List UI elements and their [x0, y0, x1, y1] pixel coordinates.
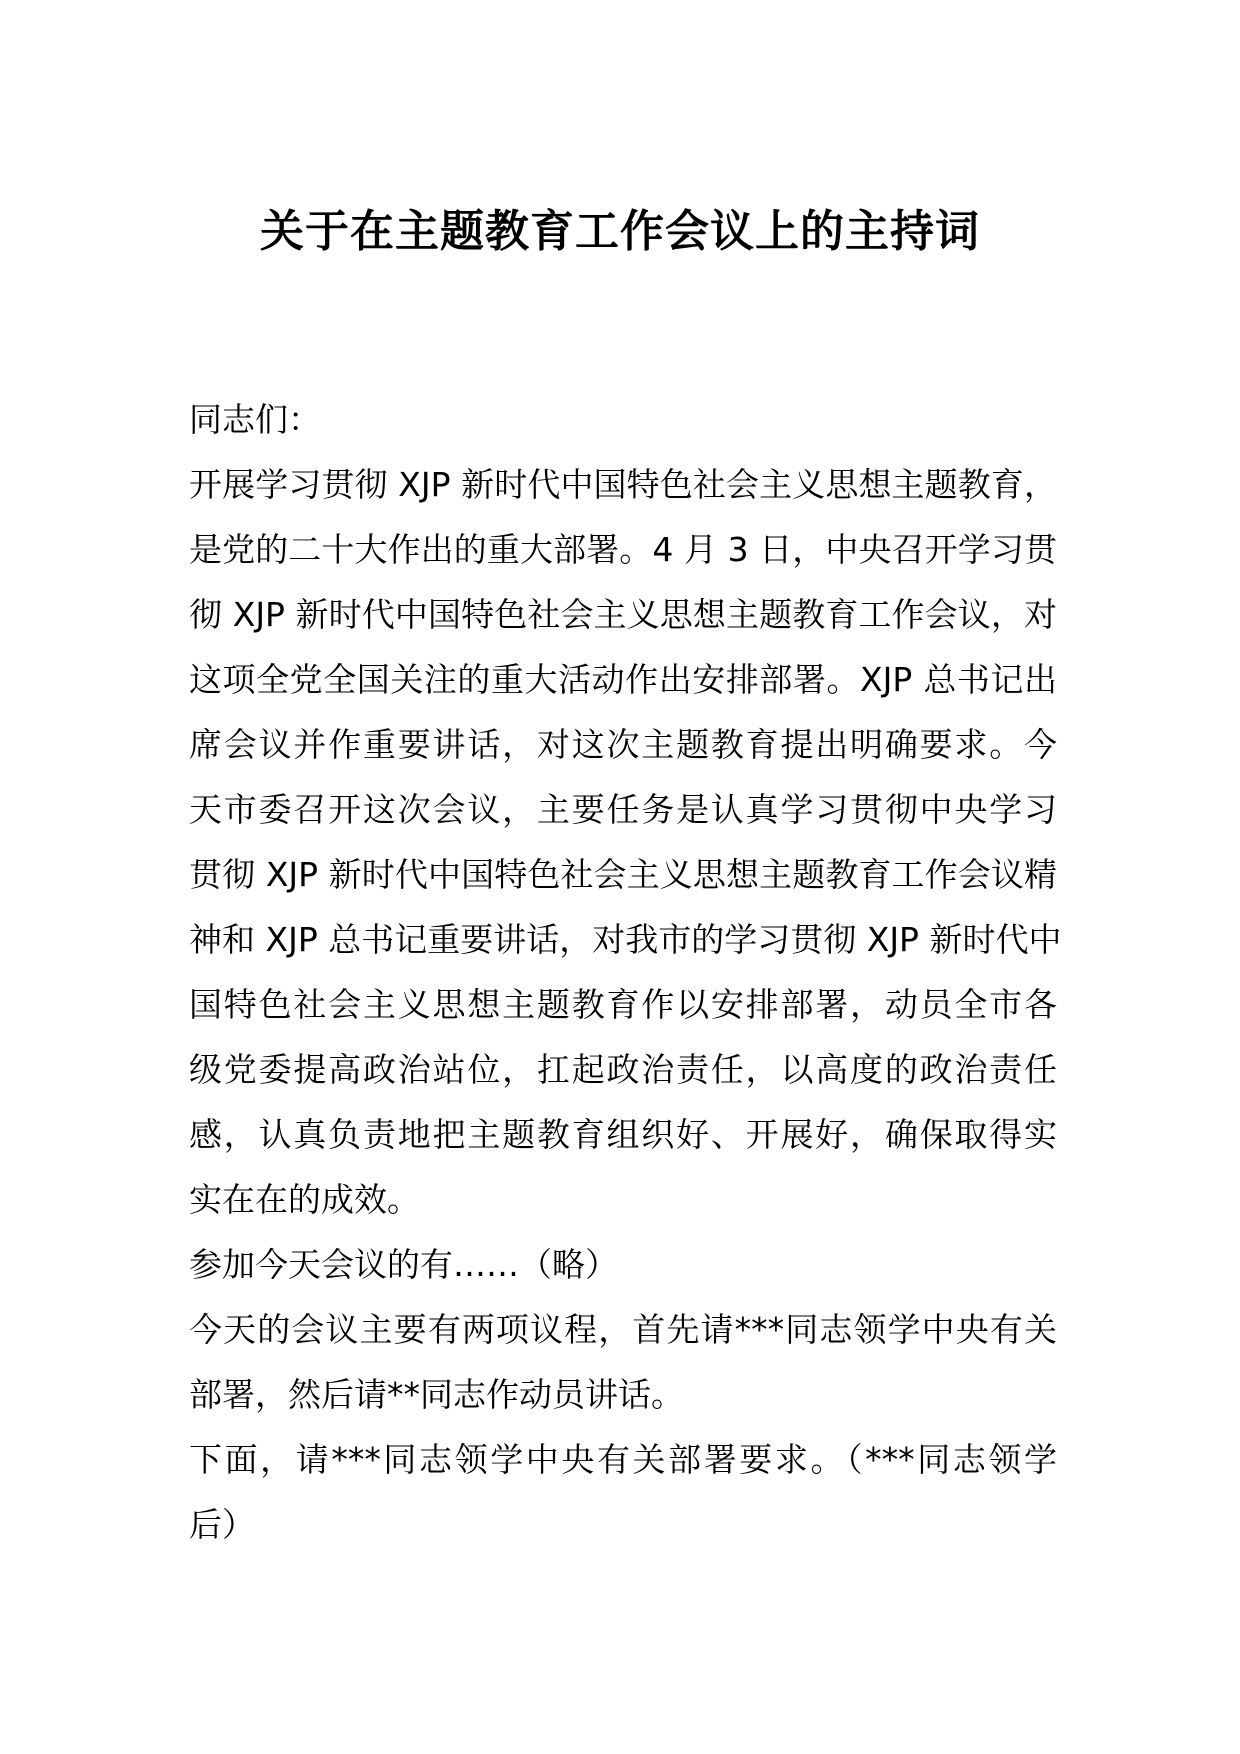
paragraph-1-line-7: 贯彻 XJP 新时代中国特色社会主义思想主题教育工作会议精 — [189, 855, 1057, 894]
paragraph-1-line-9: 国特色社会主义思想主题教育作以安排部署，动员全市各 — [189, 985, 1057, 1024]
paragraph-2-line-1: 参加今天会议的有……（略） — [189, 1245, 618, 1284]
paragraph-3-line-1: 今天的会议主要有两项议程，首先请***同志领学中央有关 — [189, 1310, 1057, 1349]
paragraph-1-line-1: 开展学习贯彻 XJP 新时代中国特色社会主义思想主题教育， — [189, 465, 1057, 504]
paragraph-1-line-8: 神和 XJP 总书记重要讲话，对我市的学习贯彻 XJP 新时代中 — [189, 920, 1062, 959]
paragraph-4-line-2: 后） — [189, 1505, 255, 1544]
paragraph-1-line-2: 是党的二十大作出的重大部署。4 月 3 日，中央召开学习贯 — [189, 530, 1057, 569]
paragraph-1-line-6: 天市委召开这次会议，主要任务是认真学习贯彻中央学习 — [189, 790, 1057, 829]
paragraph-1-line-4: 这项全党全国关注的重大活动作出安排部署。XJP 总书记出 — [189, 660, 1057, 699]
paragraph-1-line-11: 感，认真负责地把主题教育组织好、开展好，确保取得实 — [189, 1115, 1057, 1154]
paragraph-3-line-2: 部署，然后请**同志作动员讲话。 — [189, 1375, 684, 1414]
salutation-line: 同志们： — [189, 400, 321, 439]
paragraph-1-line-12: 实在在的成效。 — [189, 1180, 420, 1219]
document-title: 关于在主题教育工作会议上的主持词 — [260, 206, 980, 257]
paragraph-1-line-10: 级党委提高政治站位，扛起政治责任，以高度的政治责任 — [189, 1050, 1057, 1089]
paragraph-1-line-5: 席会议并作重要讲话，对这次主题教育提出明确要求。今 — [189, 725, 1057, 764]
paragraph-4-line-1: 下面，请***同志领学中央有关部署要求。（***同志领学 — [189, 1440, 1057, 1479]
paragraph-1-line-3: 彻 XJP 新时代中国特色社会主义思想主题教育工作会议，对 — [189, 595, 1057, 634]
